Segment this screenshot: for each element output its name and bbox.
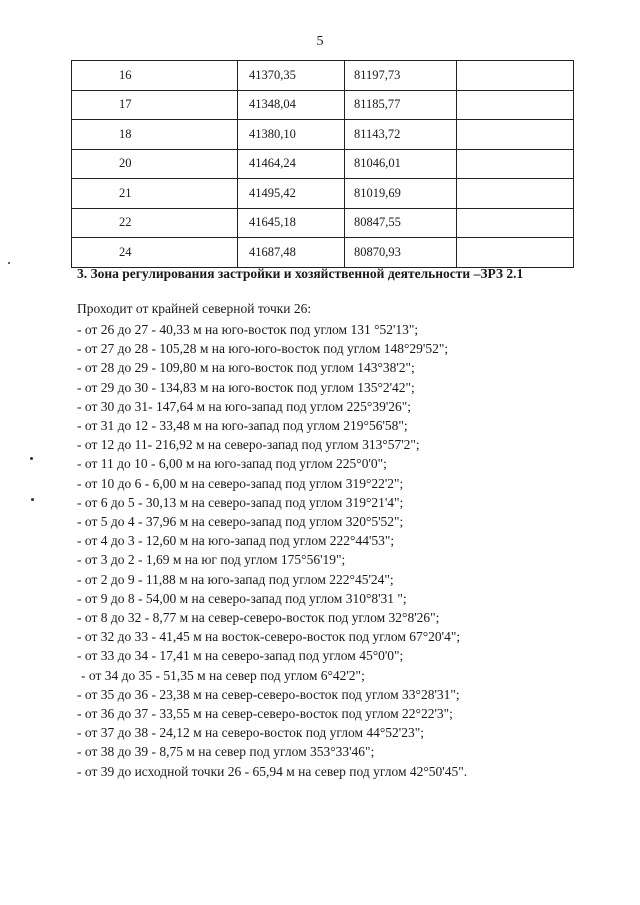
- table-row: [72, 179, 574, 209]
- table-row: [72, 120, 574, 150]
- x-coordinate-cell: 41348,04: [238, 90, 345, 120]
- point-number-cell: 24: [72, 238, 238, 268]
- table-row: [72, 238, 574, 268]
- list-item: - от 29 до 30 - 134,83 м на юго-восток под углом 135°2'42";: [77, 379, 415, 395]
- x-coordinate-cell: 41687,48: [238, 238, 345, 268]
- empty-cell: [457, 179, 574, 209]
- scan-speck: [31, 498, 34, 501]
- table-row: [72, 149, 574, 179]
- empty-cell: [457, 208, 574, 238]
- table-row: [72, 208, 574, 238]
- y-coordinate-cell: 81046,01: [345, 149, 457, 179]
- empty-cell: [457, 120, 574, 150]
- list-item: - от 35 до 36 - 23,38 м на север-северо-восток под углом 33°28'31";: [77, 686, 460, 702]
- empty-cell: [457, 149, 574, 179]
- list-item: - от 38 до 39 - 8,75 м на север под углом 353°33'46";: [77, 744, 375, 760]
- list-item: - от 2 до 9 - 11,88 м на юго-запад под углом 222°45'24";: [77, 571, 394, 587]
- point-number-cell: 16: [72, 61, 238, 91]
- list-item: - от 10 до 6 - 6,00 м на северо-запад под углом 319°22'2";: [77, 475, 404, 491]
- point-number-cell: 22: [72, 208, 238, 238]
- x-coordinate-cell: 41645,18: [238, 208, 345, 238]
- table-row: [72, 61, 574, 91]
- list-item: - от 9 до 8 - 54,00 м на северо-запад под углом 310°8'31 ";: [77, 590, 407, 606]
- list-item: - от 6 до 5 - 30,13 м на северо-запад под углом 319°21'4";: [77, 494, 404, 510]
- table-row: [72, 90, 574, 120]
- list-item: - от 4 до 3 - 12,60 м на юго-запад под углом 222°44'53";: [77, 533, 395, 549]
- y-coordinate-cell: 81197,73: [345, 61, 457, 91]
- empty-cell: [457, 61, 574, 91]
- list-item: - от 5 до 4 - 37,96 м на северо-запад под углом 320°5'52";: [77, 514, 404, 530]
- list-item: - от 30 до 31- 147,64 м на юго-запад под углом 225°39'26";: [77, 398, 412, 414]
- list-item: - от 8 до 32 - 8,77 м на север-северо-восток под углом 32°8'26";: [77, 610, 440, 626]
- scan-speck: [8, 262, 10, 264]
- empty-cell: [457, 238, 574, 268]
- list-item: - от 27 до 28 - 105,28 м на юго-юго-восток под углом 148°29'52";: [77, 341, 449, 357]
- list-item: - от 26 до 27 - 40,33 м на юго-восток под углом 131 °52'13";: [77, 322, 419, 337]
- x-coordinate-cell: 41464,24: [238, 149, 345, 179]
- list-item: - от 39 до исходной точки 26 - 65,94 м на север под углом 42°50'45".: [77, 763, 468, 779]
- list-item: - от 32 до 33 - 41,45 м на восток-северо-восток под углом 67°20'4";: [77, 629, 461, 645]
- coordinates-table: [71, 60, 574, 268]
- y-coordinate-cell: 81185,77: [345, 90, 457, 120]
- point-number-cell: 18: [72, 120, 238, 150]
- boundary-intro: Проходит от крайней северной точки 26:: [77, 301, 312, 316]
- empty-cell: [457, 90, 574, 120]
- list-item: - от 34 до 35 - 51,35 м на север под углом 6°42'2";: [81, 667, 365, 683]
- list-item: - от 33 до 34 - 17,41 м на северо-запад под углом 45°0'0";: [77, 648, 404, 664]
- page-number: 5: [316, 34, 324, 49]
- boundary-segments-list: [77, 320, 467, 781]
- y-coordinate-cell: 80847,55: [345, 208, 457, 238]
- point-number-cell: 17: [72, 90, 238, 120]
- list-item: - от 37 до 38 - 24,12 м на северо-восток под углом 44°52'23";: [77, 725, 424, 741]
- x-coordinate-cell: 41370,35: [238, 61, 345, 91]
- list-item: - от 28 до 29 - 109,80 м на юго-восток под углом 143°38'2";: [77, 360, 415, 376]
- list-item: - от 31 до 12 - 33,48 м на юго-запад под углом 219°56'58";: [77, 418, 408, 434]
- section-title: 3. Зона регулирования застройки и хозяйственной деятельности –ЗРЗ 2.1: [77, 266, 524, 281]
- y-coordinate-cell: 81019,69: [345, 179, 457, 209]
- point-number-cell: 20: [72, 149, 238, 179]
- x-coordinate-cell: 41380,10: [238, 120, 345, 150]
- y-coordinate-cell: 81143,72: [345, 120, 457, 150]
- list-item: - от 3 до 2 - 1,69 м на юг под углом 175°56'19";: [77, 552, 346, 568]
- y-coordinate-cell: 80870,93: [345, 238, 457, 268]
- point-number-cell: 21: [72, 179, 238, 209]
- scan-speck: [30, 457, 33, 460]
- list-item: - от 11 до 10 - 6,00 м на юго-запад под углом 225°0'0";: [77, 456, 387, 472]
- list-item: - от 12 до 11- 216,92 м на северо-запад под углом 313°57'2";: [77, 437, 420, 453]
- x-coordinate-cell: 41495,42: [238, 179, 345, 209]
- list-item: - от 36 до 37 - 33,55 м на север-северо-восток под углом 22°22'3";: [77, 706, 453, 722]
